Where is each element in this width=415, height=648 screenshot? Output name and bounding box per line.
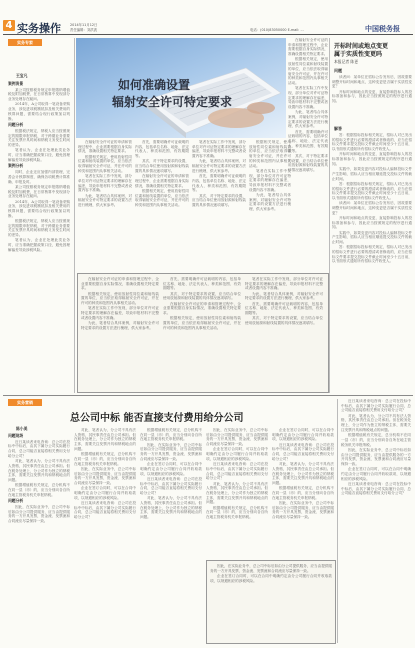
subhead: 案例背景	[8, 81, 24, 86]
bottom-col2: 对此，笔者认为，分公司不具有法人资格，其民事责任由总公司承担。但在税务处理上，分公司作为独立的纳税主体，需要关注发票开具和纳税地点的问题。 根据增值税有关规定，总分机构不在同一县（市）的，应当分别向各自所在地主管税务机关申报纳税。 因此，在实际业务中，总公司中标后如由分公司提供服务，应当由提供服务的一方开具发票，资金流、发票流和合同流应尽量保持一致。 企业在签订合同时，可以在合同中明确约定由分公司履行合同并收取款项，以规避相应的涉税风险。 近日某读者来电咨询：总公司在投标中中标后，由其下属分公司实际履行合同，总公司能否直接将相关费用支付给分公司？	[74, 428, 136, 520]
masthead: 中国税务报	[365, 24, 400, 33]
feature-text-col5: 在辐射安全许可证的申请和管理过程中，企业需要根据自身实际情况，准确设置相关特定要求。 根据相关规定，使用放射性同位素和射线装置的单位，应当依法取得辐射安全许可证，并在许可的种类和范围内从事相关活动。 笔者在实际工作中发现，部分单位对许可证特定要求的理解存在偏差，导致申报材料不完整或者设置内容不准确。 为此，笔者结合具体案例，对辐射安全许可特定要求的设置方法进行梳理，供大家参考。 首先，需要明确许可证载明的内容，包括单位名称、地址、法定代表人、种类和范围、有效期限等。 其次，对于特定要求的设置，应当结合单位使用放射源和射线装置的具体情况逐项填写。	[288, 38, 328, 172]
column-tag: 实务专家	[8, 39, 42, 46]
right-panel-answer: 答：根据招标投标相关规定，招标人对已发出的招标文件进行必要的澄清或者修改的，应当在招标文件要求提交投标文件截止时间至少十五日前，以书面形式通知所有招标文件收受人。 开标时间和地点的变更，直接影响投标人的投标准备和参与，因此应当按照规定的程序进行通知。 实践中，如果变更内容对投标人编制投标文件产生影响，招标人应当相应顺延提交投标文件的截止时间。 答：根据招标投标相关规定，招标人对已发出的招标文件进行必要的澄清或者修改的，应当在招标文件要求提交投标文件截止时间至少十五日前，以书面形式通知所有招标文件收受人。 读者问：某单位在招标公告发布后，因故需要调整开标时间和地点，这种变更是否属于实质性变更？ 开标时间和地点的变更，直接影响投标人的投标准备和参与，因此应当按照规定的程序进行通知。 实践中，如果变更内容对投标人编制投标文件产生影响，招标人应当相应顺延提交投标文件的截止时间。 答：根据招标投标相关规定，招标人对已发出的招标文件进行必要的澄清或者修改的，应当在招标文件要求提交投标文件截止时间至少十五日前，以书面形式通知所有招标文件收受人。	[332, 133, 412, 264]
bottom-headline: 总公司中标 能否直接支付费用给分公司	[70, 413, 244, 424]
feature-text-col4: 根据相关规定，使用放射性同位素和射线装置的单位，应当依法取得辐射安全许可证，并在许可的种类和范围内从事相关活动。 笔者在实际工作中发现，部分单位对许可证特定要求的理解存在偏差，导致申报材料不完整或者设置内容不准确。 为此，笔者结合具体案例，对辐射安全许可特定要求的设置方法进行梳理，供大家参考。	[249, 140, 291, 212]
feature-text-col1: 在辐射安全许可证的申请和管理过程中，企业需要根据自身实际情况，准确设置相关特定要求。 根据相关规定，使用放射性同位素和射线装置的单位，应当依法取得辐射安全许可证，并在许可的种类和范围内从事相关活动。 笔者在实际工作中发现，部分单位对许可证特定要求的理解存在偏差，导致申报材料不完整或者设置内容不准确。 为此，笔者结合具体案例，对辐射安全许可特定要求的设置方法进行梳理，供大家参考。	[78, 140, 132, 207]
date-line: 2014年11月12日	[70, 23, 98, 27]
bottom-inset-box: 因此，在实际业务中，总公司中标后如由分公司提供服务，应当由提供服务的一方开具发票，资金流、发票流和合同流应尽量保持一致。 企业在签订合同时，可以在合同中明确约定由分公司履行合同并收取款项，以规避相应的涉税风险。	[206, 560, 336, 644]
right-panel-question: 读者问：某单位在招标公告发布后，因故需要调整开标时间和地点，这种变更是否属于实质性变更？ 开标时间和地点的变更，直接影响投标人的投标准备和参与，因此应当按照规定的程序进行通知。	[332, 75, 412, 104]
bottom-author: 陈小美	[16, 426, 28, 431]
subhead: 案例分析	[8, 163, 24, 169]
section-title: 实务操作	[17, 22, 61, 35]
feature-title-line1: 如何准确设置	[118, 78, 191, 92]
page-number: 4	[5, 20, 13, 31]
right-panel-title-line1: 开标时间或地点变更	[334, 43, 389, 50]
subhead: 问题分析	[8, 122, 24, 128]
page-number-badge	[3, 20, 15, 31]
bottom-tag: 实务营销	[8, 399, 42, 406]
bottom-col6: 近日某读者来电咨询：总公司在投标中中标后，由其下属分公司实际履行合同，总公司能否直接将相关费用支付给分公司？ 对此，笔者认为，分公司不具有法人资格，其民事责任由总公司承担。但在税务处理上，分公司作为独立的纳税主体，需要关注发票开具和纳税地点的问题。 根据增值税有关规定，总分机构不在同一县（市）的，应当分别向各自所在地主管税务机关申报纳税。 因此，在实际业务中，总公司中标后如由分公司提供服务，应当由提供服务的一方开具发票，资金流、发票流和合同流应尽量保持一致。 企业在签订合同时，可以在合同中明确约定由分公司履行合同并收取款项，以规避相应的涉税风险。 近日某读者来电咨询：总公司在投标中中标后，由其下属分公司实际履行合同，总公司能否直接将相关费用支付给分公司？	[341, 399, 411, 496]
right-panel-title-line2: 属于实质性变更吗	[334, 51, 383, 58]
bottom-col4: 因此，在实际业务中，总公司中标后如由分公司提供服务，应当由提供服务的一方开具发票，资金流、发票流和合同流应尽量保持一致。 企业在签订合同时，可以在合同中明确约定由分公司履行合同并收取款项，以规避相应的涉税风险。 近日某读者来电咨询：总公司在投标中中标后，由其下属分公司实际履行合同，总公司能否直接将相关费用支付给分公司？ 对此，笔者认为，分公司不具有法人资格，其民事责任由总公司承担。但在税务处理上，分公司作为独立的纳税主体，需要关注发票开具和纳税地点的问题。 根据增值税有关规定，总分机构不在同一县（市）的，应当分别向各自所在地主管税务机关申报纳税。	[206, 428, 268, 520]
column-author: 王宝凡	[16, 73, 28, 78]
feature-text-col3: 笔者在实际工作中发现，部分单位对许可证特定要求的理解存在偏差，导致申报材料不完整或者设置内容不准确。 为此，笔者结合具体案例，对辐射安全许可特定要求的设置方法进行梳理，供大家参考。 首先，需要明确许可证载明的内容，包括单位名称、地址、法定代表人、种类和范围、有效期限等。 其次，对于特定要求的设置，应当结合单位使用放射源和射线装置的具体情况逐项填写。	[192, 140, 246, 207]
question-label: 问题	[334, 68, 342, 73]
bottom-col3: 根据增值税有关规定，总分机构不在同一县（市）的，应当分别向各自所在地主管税务机关申报纳税。 因此，在实际业务中，总公司中标后如由分公司提供服务，应当由提供服务的一方开具发票，资金流、发票流和合同流应尽量保持一致。 企业在签订合同时，可以在合同中明确约定由分公司履行合同并收取款项，以规避相应的涉税风险。 近日某读者来电咨询：总公司在投标中中标后，由其下属分公司实际履行合同，总公司能否直接将相关费用支付给分公司？ 对此，笔者认为，分公司不具有法人资格，其民事责任由总公司承担。但在税务处理上，分公司作为独立的纳税主体，需要关注发票开具和纳税地点的问题。	[140, 428, 202, 520]
bottom-col5: 企业在签订合同时，可以在合同中明确约定由分公司履行合同并收取款项，以规避相应的涉税风险。 近日某读者来电咨询：总公司在投标中中标后，由其下属分公司实际履行合同，总公司能否直接将相关费用支付给分公司？ 对此，笔者认为，分公司不具有法人资格，其民事责任由总公司承担。但在税务处理上，分公司作为独立的纳税主体，需要关注发票开具和纳税地点的问题。 根据增值税有关规定，总分机构不在同一县（市）的，应当分别向各自所在地主管税务机关申报纳税。 因此，在实际业务中，总公司中标后如由分公司提供服务，应当由提供服务的一方开具发票，资金流、发票流和合同流应尽量保持一致。	[272, 428, 334, 520]
left-column-text: 案例背景 某公司按照税务规定申报缴纳增值税及附加税费，在日常核算中发现部分业务处理存在疑问。 2014年，A公司取得一笔设备采购业务，涉及进项税额抵扣及相关费用的核算问题，需要结合现行政策加以判断。 问题分析 根据税法规定，纳税人应当按照规定的期限申报纳税，对于跨期业务需要关注发票开具时间和纳税义务发生时间的差异。 笔者认为，企业在处理此类业务时，应当准确把握政策口径，避免因理解偏差导致涉税风险。 案例分析 同时，企业还应加强内部管理，完善会计核算制度，确保各项税费计算准确、申报及时。 某公司按照税务规定申报缴纳增值税及附加税费，在日常核算中发现部分业务处理存在疑问。 2014年，A公司取得一笔设备采购业务，涉及进项税额抵扣及相关费用的核算问题，需要结合现行政策加以判断。 根据税法规定，纳税人应当按照规定的期限申报纳税，对于跨期业务需要关注发票开具时间和纳税义务发生时间的差异。 笔者认为，企业在处理此类业务时，应当准确把握政策口径，避免因理解偏差导致涉税风险。	[8, 81, 70, 252]
right-panel-author: 本报记者 陈更	[334, 59, 358, 64]
tel-line: 电话：(010)83050000 E-mail: ...	[250, 28, 304, 32]
feature-text-col2: 首先，需要明确许可证载明的内容，包括单位名称、地址、法定代表人、种类和范围、有效期限等。 其次，对于特定要求的设置，应当结合单位使用放射源和射线装置的具体情况逐项填写。 在辐射安全许可证的申请和管理过程中，企业需要根据自身实际情况，准确设置相关特定要求。 根据相关规定，使用放射性同位素和射线装置的单位，应当依法取得辐射安全许可证，并在许可的种类和范围内从事相关活动。	[135, 140, 189, 207]
editor-line: 责任编辑：刘洪波	[70, 28, 98, 32]
answer-label: 解答	[334, 126, 342, 131]
feature-sidebar-box: 在辐射安全许可证的申请和管理过程中，企业需要根据自身实际情况，准确设置相关特定要求。 根据相关规定，使用放射性同位素和射线装置的单位，应当依法取得辐射安全许可证，并在许可的种类和范围内从事相关活动。 笔者在实际工作中发现，部分单位对许可证特定要求的理解存在偏差，导致申报材料不完整或者设置内容不准确。 为此，笔者结合具体案例，对辐射安全许可特定要求的设置方法进行梳理，供大家参考。 首先，需要明确许可证载明的内容，包括单位名称、地址、法定代表人、种类和范围、有效期限等。 其次，对于特定要求的设置，应当结合单位使用放射源和射线装置的具体情况逐项填写。 在辐射安全许可证的申请和管理过程中，企业需要根据自身实际情况，准确设置相关特定要求。 根据相关规定，使用放射性同位素和射线装置的单位，应当依法取得辐射安全许可证，并在许可的种类和范围内从事相关活动。 笔者在实际工作中发现，部分单位对许可证特定要求的理解存在偏差，导致申报材料不完整或者设置内容不准确。 为此，笔者结合具体案例，对辐射安全许可特定要求的设置方法进行梳理，供大家参考。 首先，需要明确许可证载明的内容，包括单位名称、地址、法定代表人、种类和范围、有效期限等。 其次，对于特定要求的设置，应当结合单位使用放射源和射线装置的具体情况逐项填写。	[77, 273, 329, 393]
feature-title-line2: 辐射安全许可特定要求	[112, 95, 233, 109]
bottom-col1: 问题现场 近日某读者来电咨询：总公司在投标中中标后，由其下属分公司实际履行合同，总公司能否直接将相关费用支付给分公司？ 对此，笔者认为，分公司不具有法人资格，其民事责任由总公司承担。但在税务处理上，分公司作为独立的纳税主体，需要关注发票开具和纳税地点的问题。 根据增值税有关规定，总分机构不在同一县（市）的，应当分别向各自所在地主管税务机关申报纳税。 问题分析 因此，在实际业务中，总公司中标后如由分公司提供服务，应当由提供服务的一方开具发票，资金流、发票流和合同流应尽量保持一致。	[8, 433, 70, 524]
